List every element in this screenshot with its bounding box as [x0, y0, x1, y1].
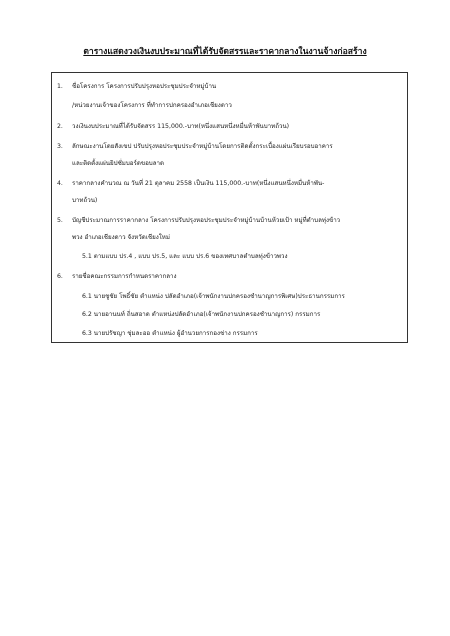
- item-3-line-2: และติดตั้งแผ่นยิปซั่มบอร์ดขอบลาด: [72, 160, 164, 167]
- item-6-line-1: รายชื่อคณะกรรมการกำหนดราคากลาง: [72, 273, 177, 280]
- item-5-line-1: บัญชีประมาณการราคากลาง โครงการปรับปรุงหอประชุมประจำหมู่บ้านบ้านห้วยเป้า หมู่ที่ตำบลทุ่งข้าว: [72, 217, 341, 224]
- item-4-number: 4.: [57, 180, 63, 187]
- item-1-line-1: ชื่อโครงการ โครงการปรับปรุงหอประชุมประจำหมู่บ้าน: [72, 83, 217, 90]
- item-1-line-2: /หน่วยงานเจ้าของโครงการ ที่ทำการปกครองอำเภอเชียงดาว: [72, 102, 232, 109]
- item-6-number: 6.: [57, 273, 63, 280]
- document-title: ตารางแสดงวงเงินงบประมาณที่ได้รับจัดสรรและราคากลางในงานจ้างก่อสร้าง: [83, 47, 367, 57]
- item-5-line-2: พวง อำเภอเชียงดาว จังหวัดเชียงใหม่: [72, 234, 170, 241]
- item-2-number: 2.: [57, 123, 63, 130]
- item-6-2-line: 6.2 นายอานนท์ ถิ่นสอาด ตำแหน่งปลัดอำเภอ(เจ้าพนักงานปกครองชำนาญการ) กรรมการ: [82, 311, 321, 318]
- item-2-line-1: วงเงินงบประมาณที่ได้รับจัดสรร 115,000.-บาท(หนึ่งแสนหนึ่งหมื่นห้าพันบาทถ้วน): [72, 123, 290, 130]
- item-5-number: 5.: [57, 217, 63, 224]
- item-6-3-line: 6.3 นายปรัชญา ชุ่มละออ ตำแหน่ง ผู้อำนวยการกองช่าง กรรมการ: [82, 330, 258, 337]
- item-6-1-line: 6.1 นายชูชัย โพธิ์ชัย ตำแหน่ง ปลัดอำเภอ(เจ้าพนักงานปกครองชำนาญการพิเศษ)ประธานกรรมการ: [82, 293, 345, 300]
- content-box: [51, 72, 408, 343]
- item-1-number: 1.: [57, 83, 63, 90]
- item-4-line-2: บาทถ้วน): [72, 197, 98, 204]
- item-3-line-1: ลักษณะงานโดยสังเขป ปรับปรุงหอประชุมประจำหมู่บ้านโดยการติดตั้งกระเบื้องแผ่นเรียบรอบอาคาร: [72, 143, 333, 150]
- item-5-1-line: 5.1 ตามแบบ ปร.4 , แบบ ปร.5, และ แบบ ปร.6 ของเทศบาลตำบลทุ่งข้าวพวง: [82, 253, 288, 260]
- item-4-line-1: ราคากลางคำนวณ ณ วันที่ 21 ตุลาคม 2558 เป็นเงิน 115,000.-บาท(หนึ่งแสนหนึ่งหมื่นห้าพัน-: [72, 180, 325, 187]
- item-3-number: 3.: [57, 143, 63, 150]
